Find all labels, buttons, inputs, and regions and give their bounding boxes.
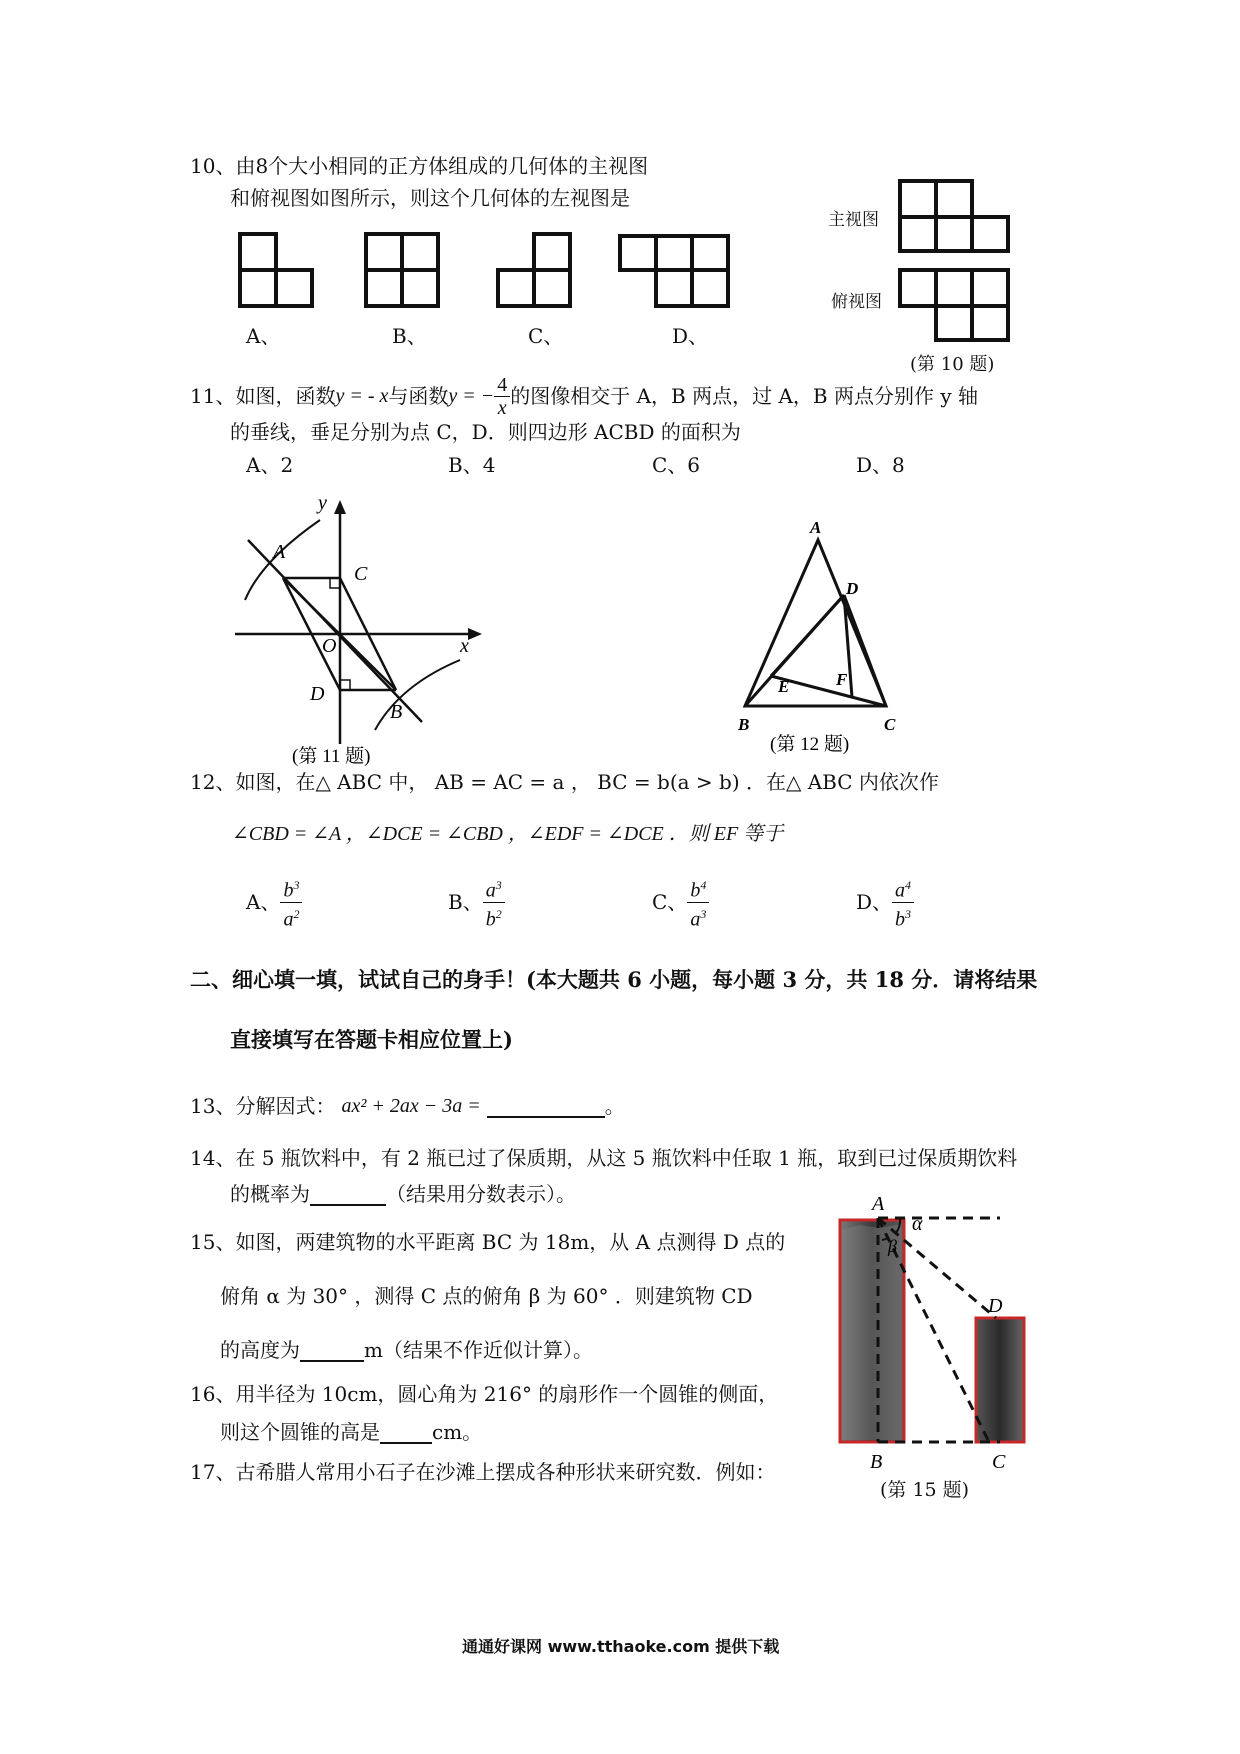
q15-building-cd	[976, 1318, 1024, 1442]
q12-option-a-label: A、	[246, 890, 281, 915]
q12-option-c-num: b	[690, 879, 701, 902]
q12-label-b: B	[738, 715, 750, 734]
q15-label-a: A	[872, 1193, 885, 1215]
q12-triangle-figure	[745, 540, 886, 706]
q10-line1: 10、由8个大小相同的正方体组成的几何体的主视图	[190, 154, 649, 178]
q11-option-a: A、2	[246, 453, 294, 477]
q17-line1: 17、古希腊人常用小石子在沙滩上摆成各种形状来研究数．例如：	[190, 1460, 776, 1484]
q15-line3-pre: 的高度为	[220, 1338, 300, 1362]
q12-option-b-den-exp: 2	[495, 906, 502, 921]
q12-option-d-fraction	[892, 874, 914, 930]
q12-label-c: C	[884, 715, 896, 734]
q15-label-alpha: α	[912, 1213, 923, 1235]
q12-option-d-num: a	[895, 879, 906, 902]
q11-line2: 的垂线，垂足分别为点 C，D．则四边形 ACBD 的面积为	[230, 420, 741, 444]
q13-answer-blank[interactable]	[487, 1096, 605, 1118]
q11-prefix: 11、如图，函数	[190, 384, 336, 408]
q11-option-c: C、6	[652, 453, 701, 477]
q15-line3	[220, 1338, 593, 1362]
q11-func2-numerator: 4	[494, 374, 510, 397]
q10-line2: 和俯视图如图所示，则这个几何体的左视图是	[230, 186, 630, 210]
q10-top-view-label: 俯视图	[831, 292, 882, 312]
q12-option-d	[856, 874, 914, 930]
q11-caption: (第 11 题)	[292, 746, 371, 767]
q15-label-b: B	[870, 1451, 883, 1473]
q12-label-f: F	[836, 670, 848, 689]
q11-label-b: B	[390, 701, 403, 723]
q14-line2	[230, 1182, 576, 1206]
q11-x-arrow	[468, 628, 482, 640]
q12-option-a-den: a	[283, 908, 294, 931]
q11-option-b: B、4	[448, 453, 496, 477]
q11-label-d: D	[310, 683, 325, 705]
q12-option-d-den: b	[895, 908, 906, 931]
q15-label-d: D	[988, 1295, 1003, 1317]
q12-caption: (第 12 题)	[770, 734, 850, 755]
q16-line1: 16、用半径为 10cm，圆心角为 216° 的扇形作一个圆锥的侧面，	[190, 1382, 779, 1406]
q15-label-c: C	[992, 1451, 1006, 1473]
q12-option-b	[448, 874, 505, 930]
q12-line1: 12、如图，在△ ABC 中， AB = AC = a ， BC = b(a > b) ．在△ ABC 内依次作	[190, 770, 939, 794]
q11-label-y: y	[318, 492, 327, 514]
q10-option-b-label: B、	[392, 324, 427, 348]
q12-option-b-den: b	[485, 908, 496, 931]
q12-option-c-num-exp: 4	[700, 878, 707, 892]
q11-label-o: O	[322, 635, 337, 657]
q11-func1: y = - x	[335, 385, 389, 407]
q14-line1: 14、在 5 瓶饮料中，有 2 瓶已过了保质期，从这 5 瓶饮料中任取 1 瓶，取到已过保质期饮料	[190, 1146, 1018, 1170]
q10-option-c-label: C、	[528, 324, 564, 348]
q12-line2: ∠CBD = ∠A ，∠DCE = ∠CBD ，∠EDF = ∠DCE ．则 EF 等于	[232, 823, 784, 845]
q12-option-b-fraction	[483, 874, 505, 930]
q11-func2-lhs: y = −	[448, 385, 495, 407]
q15-buildings-figure	[820, 1190, 1240, 1480]
q13-expression: ax² + 2ax − 3a =	[341, 1095, 481, 1117]
q12-option-a-fraction	[280, 874, 302, 930]
q12-option-c-label: C、	[652, 890, 688, 915]
page-footer: 通通好课网 www.tthaoke.com 提供下载	[462, 1637, 780, 1656]
q11-label-x: x	[460, 635, 469, 657]
q12-option-c	[652, 874, 709, 930]
q14-line2-post: （结果用分数表示）。	[386, 1182, 576, 1206]
q15-line1: 15、如图，两建筑物的水平距离 BC 为 18m，从 A 点测得 D 点的	[190, 1230, 786, 1254]
q11-label-a: A	[273, 541, 286, 563]
q12-option-d-label: D、	[856, 890, 893, 915]
q15-answer-blank[interactable]	[300, 1340, 364, 1362]
q11-func2-denominator: x	[497, 396, 507, 419]
q10-option-d-label: D、	[672, 324, 709, 348]
q15-line2: 俯角 α 为 30° ，测得 C 点的俯角 β 为 60° ．则建筑物 CD	[220, 1284, 753, 1308]
q10-caption: (第 10 题)	[910, 354, 995, 375]
q13-line	[190, 1094, 625, 1118]
q11-label-c: C	[354, 563, 368, 585]
q11-graph	[0, 0, 1240, 800]
q14-answer-blank[interactable]	[310, 1184, 386, 1206]
q10-option-a-label: A、	[246, 324, 281, 348]
q11-mid: 与函数	[388, 384, 449, 408]
q12-option-b-num: a	[485, 879, 496, 902]
q16-line2	[220, 1420, 482, 1444]
q12-option-a-num: b	[283, 879, 294, 902]
q12-option-b-num-exp: 3	[495, 878, 502, 892]
q11-right-angle-c	[330, 578, 340, 588]
q12-option-a-num-exp: 3	[293, 878, 300, 892]
q13-suffix: 。	[604, 1094, 625, 1118]
q12-option-a-den-exp: 2	[293, 906, 300, 921]
q12-option-c-den-exp: 3	[700, 906, 707, 921]
q12-option-a	[246, 874, 302, 930]
q12-option-c-den: a	[690, 908, 701, 931]
q13-prefix: 13、分解因式：	[190, 1094, 336, 1118]
q12-option-c-fraction	[687, 874, 709, 930]
q15-line3-post: m（结果不作近似计算）。	[364, 1338, 593, 1362]
q15-caption: (第 15 题)	[880, 1479, 970, 1501]
section2-heading-line1: 二、细心填一填，试试自己的身手！(本大题共 6 小题，每小题 3 分，共 18 分．请将结果	[190, 967, 1038, 992]
q12-option-d-den-exp: 3	[905, 906, 912, 921]
q16-line2-post: cm。	[432, 1420, 483, 1444]
q11-hyperbola-lower-right	[375, 660, 460, 730]
q11-suffix: 的图像相交于 A，B 两点，过 A，B 两点分别作 y 轴	[510, 384, 978, 408]
section2-heading-line2: 直接填写在答题卡相应位置上)	[230, 1027, 513, 1052]
q15-label-beta: β	[888, 1236, 897, 1256]
q16-line2-pre: 则这个圆锥的高是	[220, 1420, 380, 1444]
q12-label-e: E	[778, 677, 790, 696]
q12-label-a: A	[810, 518, 822, 537]
q16-answer-blank[interactable]	[380, 1422, 432, 1444]
q12-option-d-num-exp: 4	[905, 878, 912, 892]
q12-label-d: D	[846, 579, 859, 598]
q12-option-b-label: B、	[448, 890, 483, 915]
q11-option-d: D、8	[856, 453, 905, 477]
q11-y-arrow	[334, 500, 346, 514]
q14-line2-pre: 的概率为	[230, 1182, 310, 1206]
q10-front-view-label: 主视图	[828, 210, 879, 230]
q11-right-angle-d	[340, 680, 350, 690]
